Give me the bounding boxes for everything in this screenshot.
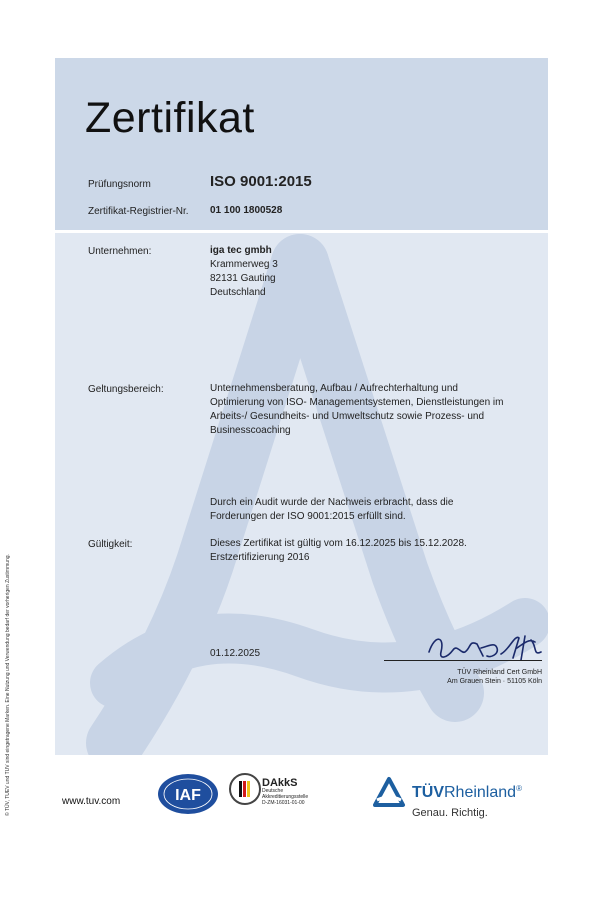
audit-line: Forderungen der ISO 9001:2015 erfüllt sind. <box>210 511 406 522</box>
standard-label: Prüfungsnorm <box>88 179 151 190</box>
scope-line: Optimierung von ISO- Managementsystemen, Dienstleistungen im <box>210 397 504 408</box>
scope-line: Arbeits-/ Gesundheits- und Umweltschutz sowie Prozess- und <box>210 411 485 422</box>
iaf-logo <box>157 773 219 815</box>
tuv-rheinland-wordmark <box>412 784 522 802</box>
validity-label: Gültigkeit: <box>88 539 133 550</box>
scope-line: Unternehmensberatung, Aufbau / Aufrechterhaltung und <box>210 383 458 394</box>
header-band <box>55 58 548 230</box>
company-country: Deutschland <box>210 287 266 298</box>
first-certification: Erstzertifizierung 2016 <box>210 552 310 563</box>
certificate-title: Zertifikat <box>85 94 255 142</box>
audit-statement <box>210 496 453 524</box>
company-street: Krammerweg 3 <box>210 259 278 270</box>
dakks-text <box>262 788 308 806</box>
company-label: Unternehmen: <box>88 246 152 257</box>
scope-label: Geltungsbereich: <box>88 384 164 395</box>
certificate-panel <box>55 58 548 755</box>
audit-line: Durch ein Audit wurde der Nachweis erbracht, dass die <box>210 497 454 508</box>
company-city: 82131 Gauting <box>210 273 276 284</box>
signature <box>425 630 545 664</box>
trademark-side-note: © TÜV, TUEV und TUV sind eingetragene Marken. Eine Nutzung und Verwendung bedarf der vorherigen Zustimmung. <box>5 554 11 816</box>
registered-mark: ® <box>516 784 522 793</box>
website-link[interactable]: www.tuv.com <box>62 796 121 807</box>
scope-text <box>210 382 503 438</box>
standard-value: ISO 9001:2015 <box>210 173 312 190</box>
tuv-wordmark-rest: Rheinland <box>444 784 517 801</box>
registration-value: 01 100 1800528 <box>210 205 283 216</box>
dakks-line: Akkreditierungsstelle <box>262 794 309 800</box>
signature-line <box>384 660 542 661</box>
company-name: iga tec gmbh <box>210 245 272 256</box>
dakks-logo <box>228 772 262 806</box>
tuv-triangle-icon <box>372 776 406 808</box>
tuv-slogan: Genau. Richtig. <box>412 807 488 819</box>
tuv-wordmark-bold: TÜV <box>412 784 444 801</box>
scope-line: Businesscoaching <box>210 425 291 436</box>
iaf-label: IAF <box>175 787 201 804</box>
registration-label: Zertifikat-Registrier-Nr. <box>88 206 189 217</box>
company-address <box>210 244 278 300</box>
issue-date: 01.12.2025 <box>210 648 261 659</box>
issuer-street: Am Grauen Stein · 51105 Köln <box>447 678 542 685</box>
issuer-name: TÜV Rheinland Cert GmbH <box>457 669 542 676</box>
validity-text <box>210 537 467 565</box>
dakks-brand: DAkkS <box>262 777 298 789</box>
dakks-line: Deutsche <box>262 788 284 794</box>
validity-period: Dieses Zertifikat ist gültig vom 16.12.2025 bis 15.12.2028. <box>210 538 467 549</box>
issuer-address <box>384 668 542 686</box>
dakks-line: D-ZM-16031-01-00 <box>262 800 305 806</box>
